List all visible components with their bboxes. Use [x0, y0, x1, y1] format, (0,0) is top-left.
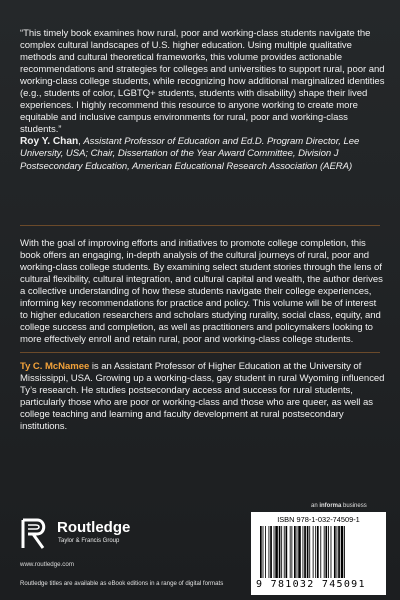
- barcode-bar: [317, 526, 319, 578]
- barcode-bar: [344, 526, 345, 578]
- barcode-bar: [341, 526, 344, 578]
- routledge-logo-icon: [20, 518, 54, 550]
- barcode-bar: [324, 526, 325, 578]
- barcode-bar: [338, 526, 340, 578]
- endorser-name: Roy Y. Chan: [20, 136, 79, 148]
- barcode-bar: [337, 526, 338, 578]
- barcode-bar: [328, 526, 329, 578]
- barcode-bar: [279, 526, 281, 578]
- isbn-label: ISBN 978-1-032-74509-1: [277, 515, 360, 524]
- barcode-bar: [263, 526, 264, 578]
- barcode-bar: [325, 526, 327, 578]
- author-bio-text: is an Assistant Professor of Higher Education at the University of Mississippi, USA. Growing up a working-class, gay student in rural Wyoming influenced Ty’s research. He studies postsecondary access and success for rural students, particularly those who are poor or working-class and those who are queer, as well as college teaching and learning and faculty development at rural postsecondary institutions.: [20, 361, 385, 433]
- barcode-bar: [269, 526, 270, 578]
- divider-bottom: [20, 352, 380, 353]
- barcode-bar: [304, 526, 306, 578]
- barcode-bar: [294, 526, 296, 578]
- book-description: With the goal of improving efforts and initiatives to promote college completion, this book offers an engaging, in-depth analysis of the cultural journeys of rural, poor and working-class college students. By examining select student stories through the lens of cultural flexibility, cultural integration, and cultural capital and wealth, the author derives a collective understanding of how these students navigate their college experiences, informing key recommendations for practice and policy. This volume will be of interest to higher education researchers and scholars studying rurality, social class, equity, and college success and completion, as well as practitioners and policymakers looking to more effectively enroll and retain rural, poor and working-class college students.: [20, 238, 383, 346]
- barcode-bar: [291, 526, 292, 578]
- publisher-url: www.routledge.com: [20, 561, 74, 568]
- endorsement: [20, 28, 385, 173]
- barcode-bar: [334, 526, 336, 578]
- informa-brand: informa: [319, 503, 342, 509]
- publisher-group: Taylor & Francis Group: [58, 538, 120, 544]
- barcode-bar: [260, 526, 262, 578]
- barcode-panel: [251, 512, 386, 595]
- author-name: Ty C. McNamee: [20, 361, 90, 372]
- informa-business: an informa business: [311, 503, 367, 509]
- ean-digits: 9 781032 745091: [256, 579, 366, 590]
- barcode-bar: [286, 526, 288, 578]
- barcode-bar: [298, 526, 301, 578]
- barcode-bar: [270, 526, 272, 578]
- barcode-bar: [313, 526, 314, 578]
- barcode-bar: [274, 526, 275, 578]
- ebook-note: Routledge titles are available as eBook editions in a range of digital formats: [20, 580, 224, 587]
- barcode-bar: [320, 526, 321, 578]
- barcode-bar: [331, 526, 332, 578]
- barcode-bar: [297, 526, 298, 578]
- author-bio: [20, 361, 385, 433]
- endorsement-quote: “This timely book examines how rural, poor and working-class students navigate the complex cultural landscapes of U.S. higher education. Using multiple qualitative methods and cultural theoretical frameworks, this volume provides actionable recommendations and strategies for colleges and universities to support rural, poor and working-class college students, while recognizing how additional marginalized identities (e.g., students of color, LGBTQ+ students, students with disability) shape their lived experiences. I highly recommend this resource to anyone working to create more equitable and inclusive campus environments for rural, poor and working-class students.”: [20, 28, 385, 136]
- endorser-affiliation: Assistant Professor of Education and Ed.D. Program Director, Lee University, USA; Chair, Dissertation of the Year Award Committee, Division J Postsecondary Education, American Educational Research Association (AERA): [20, 136, 360, 172]
- barcode-bar: [303, 526, 304, 578]
- endorser: Roy Y. Chan, Assistant Professor of Education and Ed.D. Program Director, Lee University, USA; Chair, Dissertation of the Year Award Committee, Division J Postsecondary Education, American Educational Research Association (AERA): [20, 136, 360, 172]
- publisher-logo: [20, 516, 190, 552]
- barcode-bar: [290, 526, 291, 578]
- barcode-bar: [284, 526, 285, 578]
- barcode-bar: [307, 526, 309, 578]
- barcode-bar: [265, 526, 266, 578]
- publisher-name: Routledge: [57, 519, 131, 536]
- barcode-bar: [281, 526, 282, 578]
- divider-top: [20, 225, 380, 226]
- barcode-icon: [257, 526, 380, 578]
- barcode-bar: [309, 526, 310, 578]
- barcode-bar: [275, 526, 278, 578]
- barcode-bar: [315, 526, 316, 578]
